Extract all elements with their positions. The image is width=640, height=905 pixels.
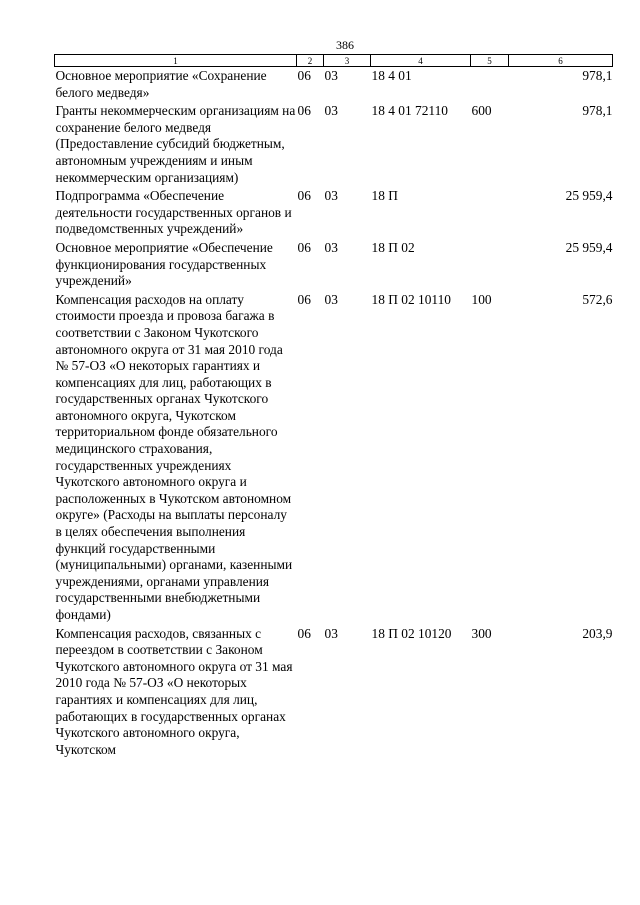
row-expense-type: 300: [471, 625, 492, 641]
row-subsection: 03: [324, 291, 338, 307]
row-subsection: 03: [324, 103, 338, 119]
row-expense-type: [471, 187, 509, 239]
row-expense-type: 100: [471, 291, 492, 307]
table-row: [55, 291, 613, 625]
row-name: Компенсация расходов на оплату стоимости проезда и провоза багажа в соответствии с Законом Чукотского автономного округа от 31 мая 2010 года № 57-ОЗ «О некоторых гарантиях и компенсациях для лиц, работающих в государственных органах Чукотского автономного округа, Чукотском территориальном фонде обязательного медицинского страхования, государственных учреждениях Чукотского автономного округа и расположенных в Чукотском автономном округе» (Расходы на выплаты персоналу в целях обеспечения выполнения функций государственными (муниципальными) органами, казенными учреждениями, органами управления государственными внебюджетными фондами): [55, 291, 293, 622]
row-name: Компенсация расходов, связанных с переездом в соответствии с Законом Чукотского автономного округа от 31 мая 2010 года № 57-ОЗ «О некоторых гарантиях и компенсациях для лиц, работающих в государственных органах Чукотского автономного округа, Чукотском: [55, 625, 293, 757]
row-amount: 203,9: [582, 625, 613, 641]
column-header: 4: [371, 55, 471, 67]
row-target: 18 П 02 10120: [371, 625, 452, 641]
row-section: 06: [297, 239, 311, 255]
row-subsection: 03: [324, 625, 338, 641]
row-target: 18 4 01: [371, 68, 412, 83]
table-row: [55, 625, 613, 760]
row-subsection: 03: [324, 188, 338, 204]
row-target: 18 П 02: [371, 239, 415, 255]
column-header: 2: [297, 55, 324, 67]
row-amount: 572,6: [582, 291, 613, 307]
row-expense-type: 600: [471, 103, 492, 119]
row-name: Подпрограмма «Обеспечение деятельности государственных органов и подведомственных учреждений»: [55, 188, 292, 237]
row-section: 06: [297, 68, 311, 83]
row-target: 18 П: [371, 188, 398, 204]
row-name: Гранты некоммерческим организациям на сохранение белого медведя (Предоставление субсидий бюджетным, автономным учреждениям и иным некоммерческим организациям): [55, 103, 296, 185]
row-section: 06: [297, 291, 311, 307]
row-target: 18 4 01 72110: [371, 103, 448, 119]
row-amount: 25 959,4: [565, 239, 613, 255]
page-number: 386: [336, 38, 354, 52]
row-amount: 25 959,4: [565, 188, 613, 204]
row-subsection: 03: [324, 68, 338, 83]
table-header-row: [55, 55, 613, 67]
row-section: 06: [297, 188, 311, 204]
row-amount: 978,1: [582, 103, 613, 119]
table-row: [55, 102, 613, 187]
row-name: Основное мероприятие «Сохранение белого медведя»: [55, 68, 267, 100]
table-row: [55, 187, 613, 239]
row-amount: 978,1: [582, 68, 613, 83]
row-name: Основное мероприятие «Обеспечение функционирования государственных учреждений»: [55, 239, 273, 289]
column-header: 6: [509, 55, 613, 67]
table-row: [55, 67, 613, 103]
row-expense-type: [471, 239, 509, 291]
column-header: 1: [55, 55, 297, 67]
table-row: [55, 239, 613, 291]
row-expense-type: [471, 67, 509, 103]
row-section: 06: [297, 625, 311, 641]
budget-table: [54, 54, 613, 759]
column-header: 5: [471, 55, 509, 67]
row-subsection: 03: [324, 239, 338, 255]
row-target: 18 П 02 10110: [371, 291, 451, 307]
column-header: 3: [324, 55, 371, 67]
row-section: 06: [297, 103, 311, 119]
